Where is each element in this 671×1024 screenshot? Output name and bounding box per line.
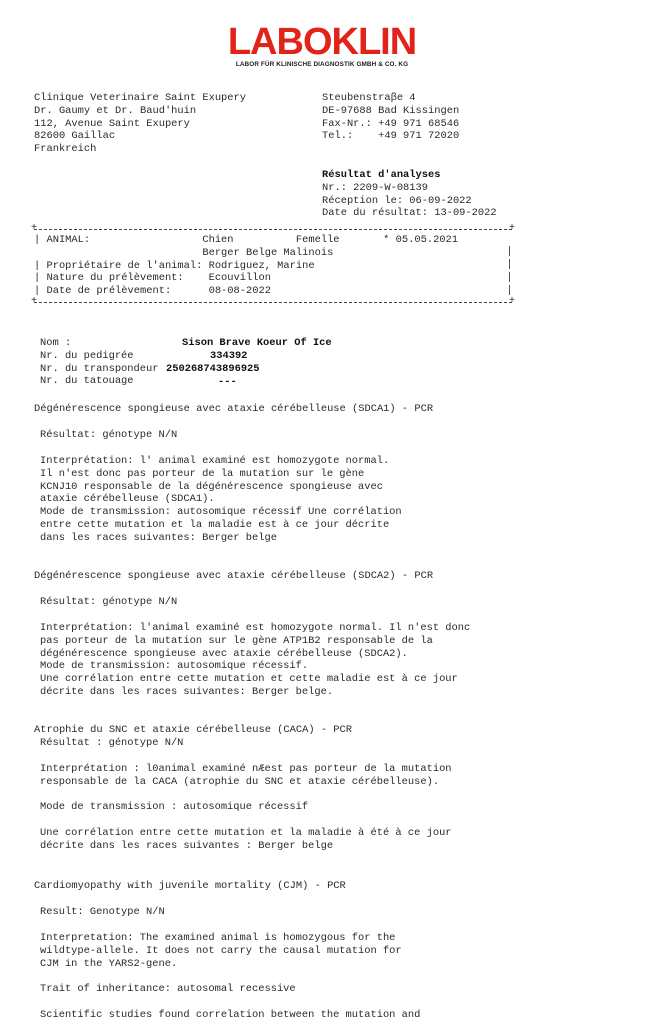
result-meta-line: Date du résultat: 13-09-2022 [322, 207, 497, 220]
animal-box-row: Berger Belge Malinois [34, 246, 334, 259]
result-meta-line: Réception le: 06-09-2022 [322, 194, 472, 207]
text-line: Une corrélation entre cette mutation et cette maladie est à ce jour [40, 673, 458, 686]
lab-address-line: Fax-Nr.: +49 971 68546 [322, 117, 460, 130]
section-title-sdca1: Dégénérescence spongieuse avec ataxie cérébelleuse (SDCA1) - PCR [34, 403, 434, 415]
logo-subtitle: LABOR FÜR KLINISCHE DIAGNOSTIK GMBH & CO. KG [235, 61, 409, 68]
text-line: ataxie cérébelleuse (SDCA1). [40, 493, 215, 506]
section-title-cjm: Cardiomyopathy with juvenile mortality (CJM) - PCR [34, 880, 346, 892]
section-result-caca: Résultat : génotype N/N [40, 737, 184, 749]
box-bottom-border: + + [31, 296, 515, 307]
section-inheritance-cjm: Trait of inheritance: autosomal recessive [40, 983, 296, 995]
box-right-border [509, 272, 510, 282]
lab-address-line: Tel.: +49 971 72020 [322, 130, 460, 143]
pedigree-number: 334392 [210, 350, 248, 362]
recipient-line: Clinique Veterinaire Saint Exupery [34, 92, 247, 104]
section-title-caca: Atrophie du SNC et ataxie cérébelleuse (CACA) - PCR [34, 724, 353, 736]
box-top-border: + + [31, 223, 515, 234]
transponder-number: 250268743896925 [166, 363, 260, 375]
id-label: Nr. du tatouage [40, 375, 134, 388]
lab-address [322, 92, 459, 143]
id-label: Nr. du pedigrée [40, 349, 134, 362]
lab-address-line: DE-97688 Bad Kissingen [322, 104, 460, 117]
box-right-border [509, 285, 510, 295]
text-line: CJM in the YARS2-gene. [40, 957, 178, 970]
text-line: Une corrélation entre cette mutation et la maladie à été à ce jour [40, 827, 452, 839]
text-line: entre cette mutation et la maladie est à ce jour décrite [40, 518, 390, 531]
text-line: dans les races suivantes: Berger belge [40, 531, 277, 544]
id-label: Nom : [40, 337, 72, 349]
text-line: Mode de transmission: autosomique récessif Une corrélation [40, 506, 402, 519]
animal-box-row: | Nature du prélèvement: Ecouvillon [34, 272, 271, 285]
text-line: Interprétation : l0animal examiné nÆest pas porteur de la mutation [40, 763, 452, 775]
animal-box [34, 234, 458, 298]
section-title-sdca2: Dégénérescence spongieuse avec ataxie cérébelleuse (SDCA2) - PCR [34, 570, 434, 582]
id-label: Nr. du transpondeur [40, 362, 159, 375]
animal-box-row: | ANIMAL: Chien Femelle * 05.05.2021 [34, 234, 459, 246]
section-interpretation-sdca1 [40, 455, 402, 545]
text-line: Interprétation: l'animal examiné est homozygote normal. Il n'est donc [40, 622, 471, 634]
result-meta-line: Nr.: 2209-W-08139 [322, 181, 429, 194]
section-interpretation-cjm [40, 932, 402, 970]
text-line: dégénérescence spongieuse avec ataxie cérébelleuse (SDCA2). [40, 647, 408, 660]
text-line: décrite dans les races suivantes : Berger belge [40, 839, 334, 852]
dog-name: Sison Brave Koeur Of Ice [182, 337, 332, 349]
tattoo-number: --- [218, 376, 237, 388]
text-line: KCNJ10 responsable de la dégénérescence spongieuse avec [40, 480, 383, 493]
section-interpretation-caca [40, 763, 452, 789]
section-result-sdca1: Résultat: génotype N/N [40, 429, 178, 441]
section-result-sdca2: Résultat: génotype N/N [40, 596, 178, 608]
text-line: wildtype-allele. It does not carry the causal mutation for [40, 944, 402, 957]
recipient-line: Dr. Gaumy et Dr. Baud'huin [34, 104, 197, 117]
text-line: pas porteur de la mutation sur le gène ATP1B2 responsable de la [40, 634, 433, 647]
recipient-line: Frankreich [34, 143, 97, 156]
text-line: Il n'est donc pas porteur de la mutation sur le gène [40, 467, 365, 480]
animal-box-row: | Date de prélèvement: 08-08-2022 [34, 285, 271, 298]
text-line: responsable de la CACA (atrophie du SNC et ataxie cérébelleuse). [40, 775, 440, 788]
box-right-border [509, 246, 510, 256]
text-line: décrite dans les races suivantes: Berger belge. [40, 685, 334, 698]
recipient-line: 82600 Gaillac [34, 130, 116, 143]
text-line: Mode de transmission: autosomique récessif. [40, 660, 309, 673]
identification-labels [40, 337, 158, 388]
box-right-border [509, 259, 510, 269]
result-header [322, 169, 497, 220]
result-title: Résultat d'analyses [322, 169, 441, 181]
section-studies-cjm: Scientific studies found correlation between the mutation and [40, 1009, 421, 1021]
section-result-cjm: Result: Genotype N/N [40, 906, 165, 918]
text-line: Interprétation: l' animal examiné est homozygote normal. [40, 455, 390, 467]
recipient-address [34, 92, 246, 156]
section-correlation-caca [40, 827, 452, 853]
laboklin-logo: LABOKLIN [227, 21, 417, 63]
text-line: Interpretation: The examined animal is homozygous for the [40, 932, 396, 944]
lab-address-line: Steubenstraβe 4 [322, 92, 416, 104]
section-interpretation-sdca2 [40, 622, 470, 699]
section-inheritance-caca: Mode de transmission : autosomique récessif [40, 801, 309, 813]
animal-box-row: | Propriétaire de l'animal: Rodriguez, Marine [34, 259, 315, 272]
recipient-line: 112, Avenue Saint Exupery [34, 117, 190, 130]
